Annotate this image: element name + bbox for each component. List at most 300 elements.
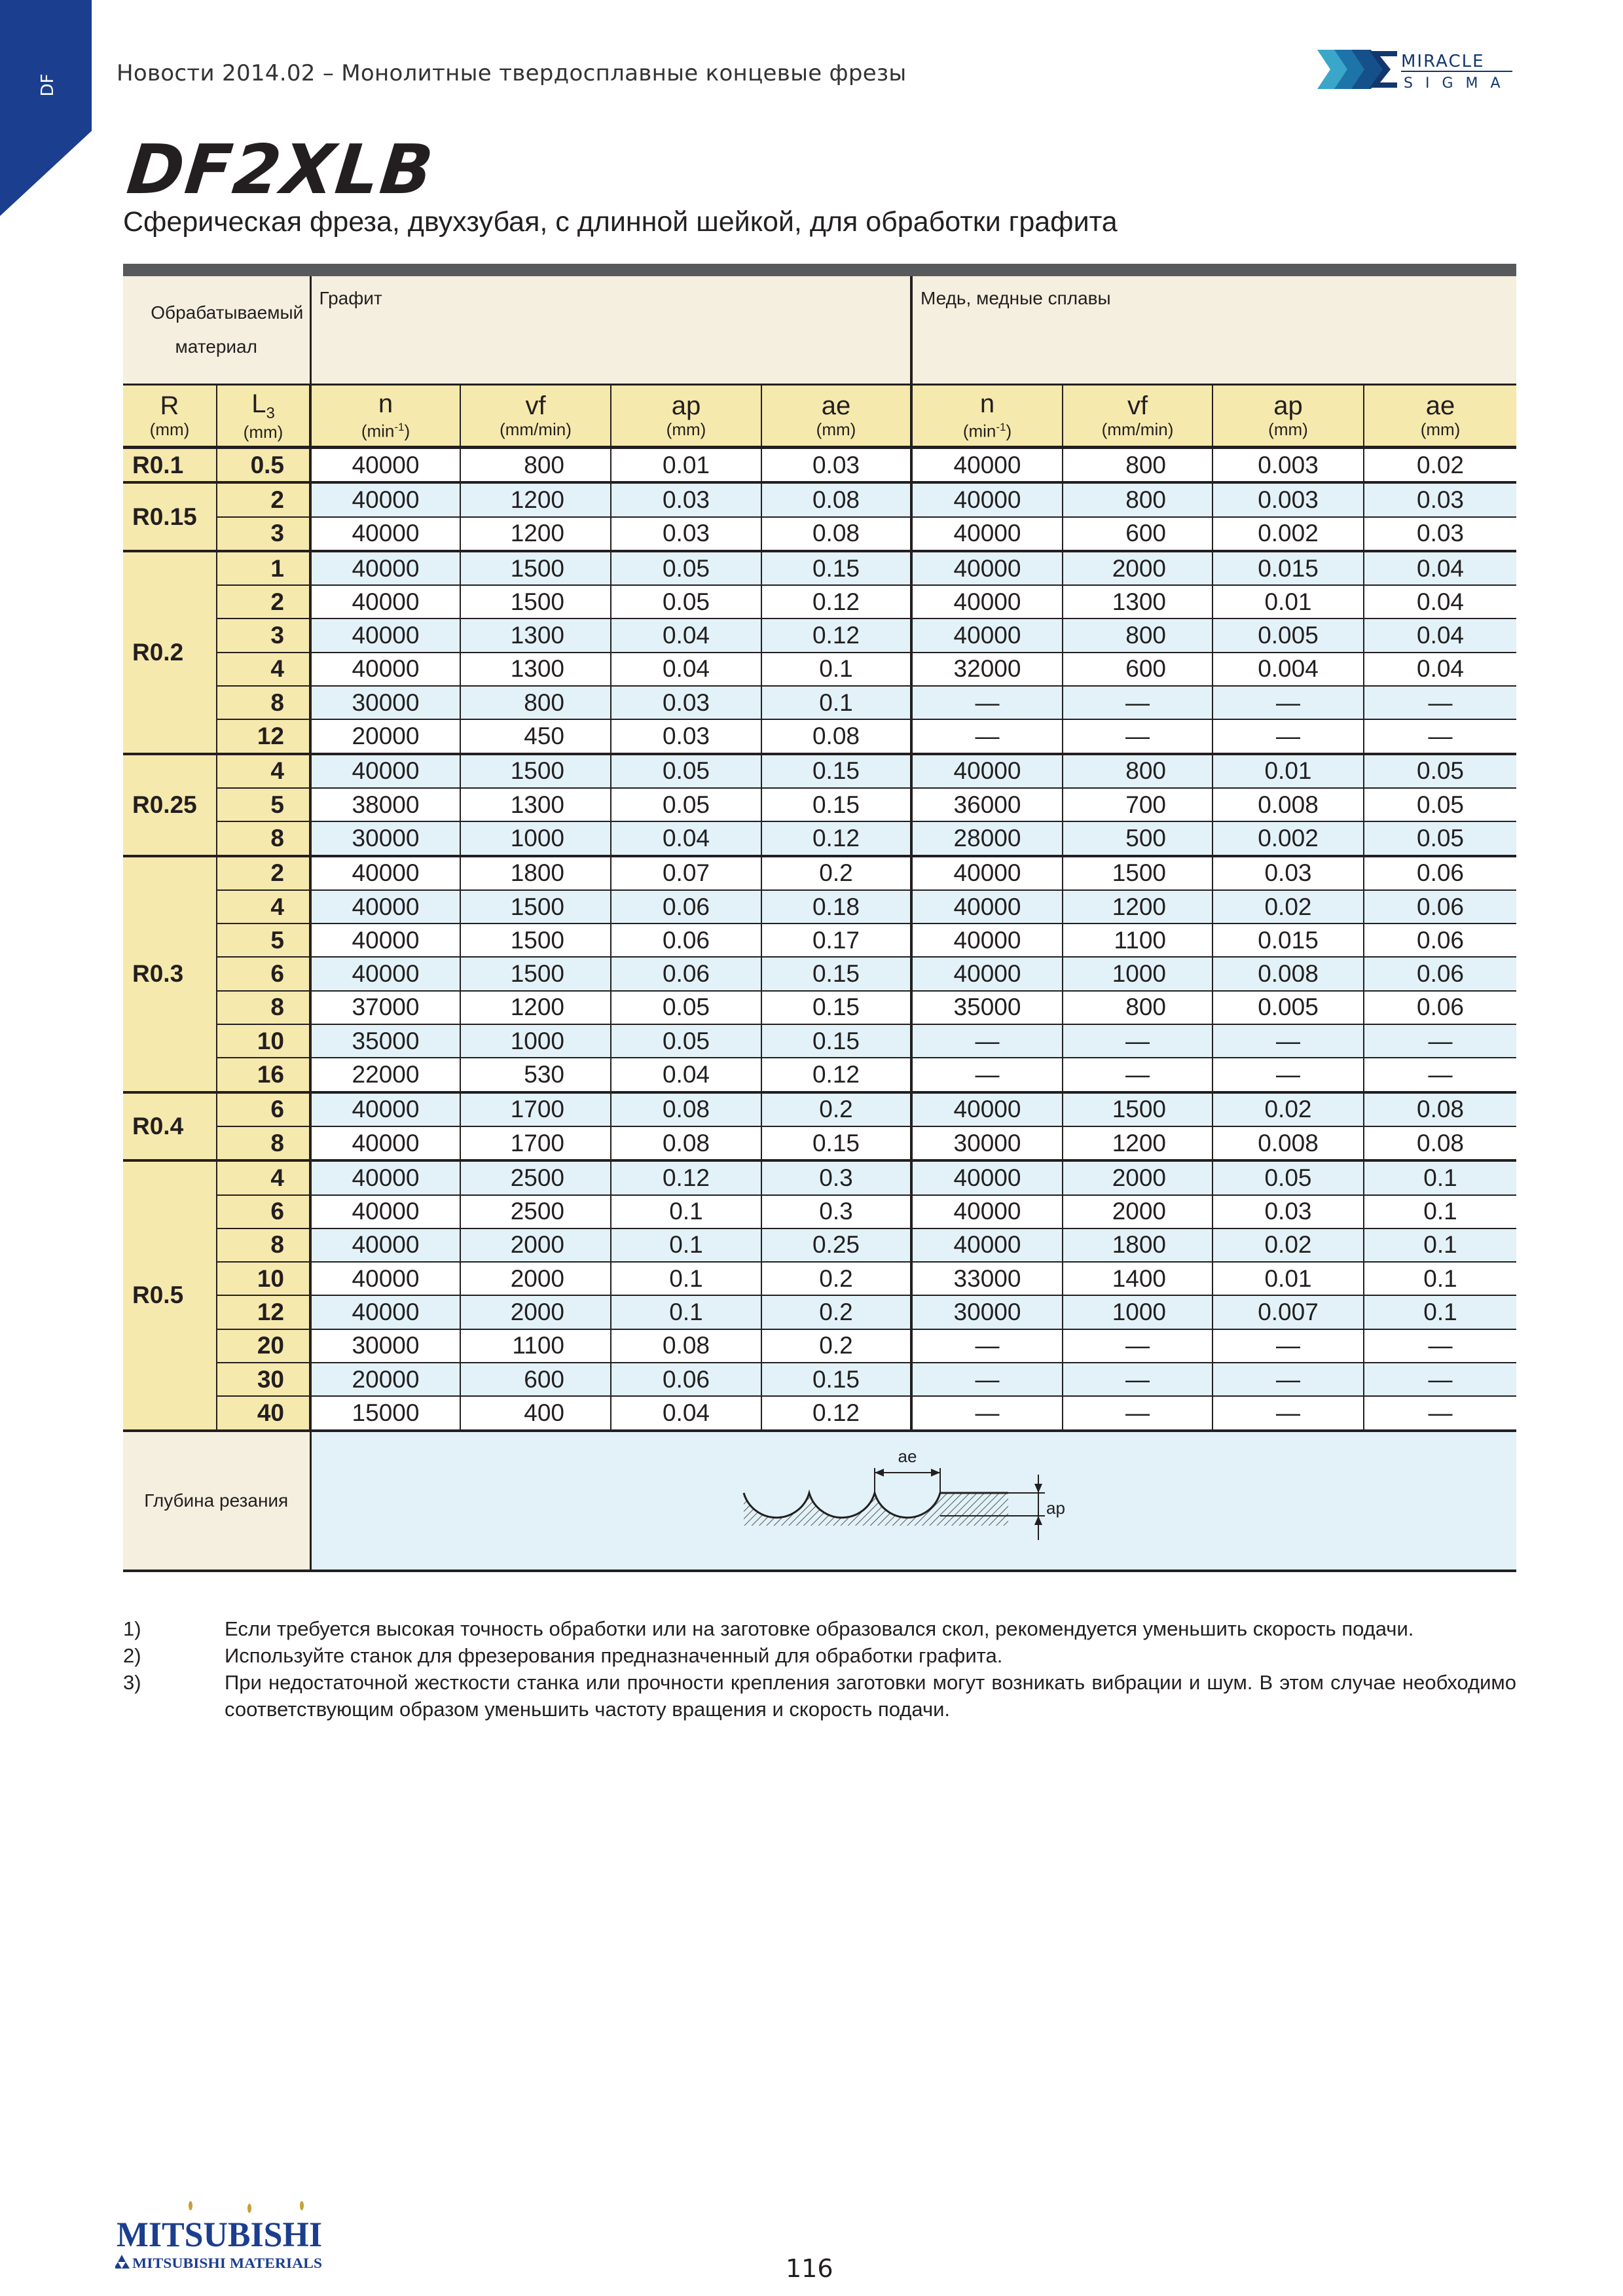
l3-cell: 8 — [217, 1126, 310, 1160]
copper-vf-cell: 1500 — [1063, 856, 1213, 890]
copper-n-cell: 40000 — [911, 924, 1063, 957]
graphite-ae-cell: 0.15 — [761, 991, 911, 1024]
graphite-vf-cell: 1000 — [460, 821, 611, 855]
copper-n-cell: — — [911, 1329, 1063, 1363]
copper-vf-cell: — — [1063, 1024, 1213, 1058]
l3-cell: 4 — [217, 754, 310, 788]
l3-cell: 0.5 — [217, 448, 310, 483]
depth-label: Глубина резания — [123, 1431, 310, 1571]
graphite-ae-cell: 0.12 — [761, 821, 911, 855]
graphite-vf-cell: 1100 — [460, 1329, 611, 1363]
table-row — [123, 482, 1516, 516]
copper-vf-cell: 500 — [1063, 821, 1213, 855]
copper-n-cell: 40000 — [911, 957, 1063, 990]
copper-vf-cell: — — [1063, 686, 1213, 719]
copper-ap-cell: 0.01 — [1213, 754, 1364, 788]
copper-vf-cell: — — [1063, 719, 1213, 753]
copper-ae-cell: — — [1364, 686, 1516, 719]
l3-cell: 1 — [217, 551, 310, 585]
l3-cell: 10 — [217, 1024, 310, 1058]
copper-ae-cell: — — [1364, 1058, 1516, 1092]
l3-cell: 2 — [217, 856, 310, 890]
material-copper: Медь, медные сплавы — [911, 276, 1516, 385]
l3-cell: 4 — [217, 653, 310, 686]
col-ap-graphite: ap (mm) — [611, 385, 761, 448]
copper-ae-cell: — — [1364, 1396, 1516, 1430]
copper-vf-cell: 1500 — [1063, 1092, 1213, 1126]
graphite-ap-cell: 0.1 — [611, 1195, 761, 1229]
copper-ap-cell: 0.007 — [1213, 1295, 1364, 1329]
mitsubishi-logo — [115, 2191, 325, 2270]
copper-n-cell: 30000 — [911, 1126, 1063, 1160]
table-row — [123, 448, 1516, 483]
graphite-n-cell: 40000 — [310, 585, 460, 619]
graphite-ap-cell: 0.04 — [611, 1058, 761, 1092]
graphite-n-cell: 35000 — [310, 1024, 460, 1058]
copper-n-cell: — — [911, 719, 1063, 753]
copper-ap-cell: 0.008 — [1213, 788, 1364, 821]
copper-n-cell: 28000 — [911, 821, 1063, 855]
copper-n-cell: 40000 — [911, 448, 1063, 483]
l3-cell: 8 — [217, 1229, 310, 1262]
l3-cell: 5 — [217, 788, 310, 821]
graphite-ae-cell: 0.15 — [761, 957, 911, 990]
graphite-ap-cell: 0.05 — [611, 585, 761, 619]
table-row — [123, 1195, 1516, 1229]
copper-ap-cell: 0.008 — [1213, 957, 1364, 990]
l3-cell: 16 — [217, 1058, 310, 1092]
copper-ae-cell: 0.04 — [1364, 551, 1516, 585]
copper-ae-cell: 0.06 — [1364, 924, 1516, 957]
copper-n-cell: 33000 — [911, 1262, 1063, 1295]
copper-ap-cell: 0.005 — [1213, 991, 1364, 1024]
copper-n-cell: 40000 — [911, 1229, 1063, 1262]
copper-ap-cell: 0.002 — [1213, 517, 1364, 551]
copper-n-cell: 30000 — [911, 1295, 1063, 1329]
footnote — [123, 1615, 1516, 1642]
graphite-ae-cell: 0.1 — [761, 653, 911, 686]
copper-ap-cell: 0.005 — [1213, 619, 1364, 652]
table-row — [123, 1262, 1516, 1295]
graphite-vf-cell: 1700 — [460, 1126, 611, 1160]
graphite-ap-cell: 0.04 — [611, 1396, 761, 1430]
col-vf-graphite: vf (mm/min) — [460, 385, 611, 448]
l3-cell: 30 — [217, 1363, 310, 1396]
graphite-vf-cell: 1300 — [460, 653, 611, 686]
graphite-ap-cell: 0.04 — [611, 653, 761, 686]
depth-of-cut-diagram — [312, 1432, 1612, 1566]
copper-ap-cell: — — [1213, 1058, 1364, 1092]
copper-ae-cell: — — [1364, 1024, 1516, 1058]
table-row — [123, 686, 1516, 719]
graphite-ae-cell: 0.15 — [761, 1024, 911, 1058]
graphite-ae-cell: 0.3 — [761, 1160, 911, 1194]
l3-cell: 2 — [217, 482, 310, 516]
l3-cell: 6 — [217, 1092, 310, 1126]
copper-n-cell: 40000 — [911, 619, 1063, 652]
ae-label: ae — [898, 1446, 917, 1466]
product-subtitle: Сферическая фреза, двухзубая, с длинной шейкой, для обработки графита — [123, 206, 1118, 238]
graphite-vf-cell: 1300 — [460, 788, 611, 821]
table-row — [123, 551, 1516, 585]
graphite-ap-cell: 0.07 — [611, 856, 761, 890]
graphite-vf-cell: 1500 — [460, 890, 611, 924]
footnote-text: При недостаточной жесткости станка или прочности крепления заготовки могут возникать вибрации и шум. В этом случае необходимо соответствующим образом уменьшить частоту вращения и скорость подачи. — [225, 1671, 1516, 1721]
ap-label: ap — [1046, 1498, 1065, 1518]
table-row — [123, 821, 1516, 855]
table-row — [123, 856, 1516, 890]
table-row — [123, 1058, 1516, 1092]
graphite-n-cell: 30000 — [310, 1329, 460, 1363]
graphite-ae-cell: 0.2 — [761, 1262, 911, 1295]
footnote-number: 1) — [123, 1617, 141, 1640]
graphite-n-cell: 20000 — [310, 1363, 460, 1396]
radius-cell: R0.25 — [123, 754, 217, 856]
copper-vf-cell: 800 — [1063, 754, 1213, 788]
graphite-ap-cell: 0.12 — [611, 1160, 761, 1194]
copper-n-cell: 32000 — [911, 653, 1063, 686]
copper-vf-cell: 600 — [1063, 653, 1213, 686]
copper-n-cell: 40000 — [911, 585, 1063, 619]
graphite-ap-cell: 0.05 — [611, 788, 761, 821]
page-header: Новости 2014.02 – Монолитные твердосплавные концевые фрезы — [117, 60, 907, 86]
graphite-vf-cell: 1300 — [460, 619, 611, 652]
page-number: 116 — [786, 2254, 833, 2283]
copper-ae-cell: 0.06 — [1364, 890, 1516, 924]
graphite-ae-cell: 0.18 — [761, 890, 911, 924]
radius-cell: R0.1 — [123, 448, 217, 483]
col-n-graphite: n $(\min^{-1})$ — [310, 385, 460, 448]
graphite-vf-cell: 2000 — [460, 1262, 611, 1295]
l3-cell: 20 — [217, 1329, 310, 1363]
copper-vf-cell: 2000 — [1063, 551, 1213, 585]
copper-vf-cell: 1300 — [1063, 585, 1213, 619]
graphite-n-cell: 40000 — [310, 1229, 460, 1262]
graphite-vf-cell: 530 — [460, 1058, 611, 1092]
graphite-vf-cell: 1500 — [460, 551, 611, 585]
table-row — [123, 754, 1516, 788]
copper-ap-cell: 0.02 — [1213, 1229, 1364, 1262]
graphite-n-cell: 40000 — [310, 619, 460, 652]
graphite-ae-cell: 0.15 — [761, 551, 911, 585]
graphite-ae-cell: 0.2 — [761, 1295, 911, 1329]
graphite-ap-cell: 0.05 — [611, 551, 761, 585]
miracle-sigma-logo — [1317, 47, 1514, 93]
graphite-n-cell: 40000 — [310, 1160, 460, 1194]
table-row — [123, 653, 1516, 686]
material-label-text: Обрабатываемый материал — [151, 302, 304, 357]
copper-ae-cell: 0.1 — [1364, 1295, 1516, 1329]
l3-cell: 12 — [217, 719, 310, 753]
copper-ap-cell: — — [1213, 1396, 1364, 1430]
graphite-n-cell: 40000 — [310, 924, 460, 957]
graphite-ae-cell: 0.15 — [761, 788, 911, 821]
copper-ap-cell: — — [1213, 1363, 1364, 1396]
copper-ae-cell: 0.05 — [1364, 788, 1516, 821]
copper-vf-cell: 1000 — [1063, 957, 1213, 990]
graphite-n-cell: 22000 — [310, 1058, 460, 1092]
copper-ae-cell: 0.05 — [1364, 821, 1516, 855]
footnotes — [123, 1615, 1516, 1723]
graphite-vf-cell: 1500 — [460, 924, 611, 957]
graphite-n-cell: 40000 — [310, 653, 460, 686]
copper-ae-cell: 0.03 — [1364, 517, 1516, 551]
copper-n-cell: 40000 — [911, 517, 1063, 551]
graphite-ae-cell: 0.15 — [761, 1363, 911, 1396]
graphite-ae-cell: 0.08 — [761, 719, 911, 753]
footnote — [123, 1642, 1516, 1669]
graphite-n-cell: 40000 — [310, 754, 460, 788]
table-row — [123, 1363, 1516, 1396]
copper-n-cell: 40000 — [911, 856, 1063, 890]
table-row — [123, 1229, 1516, 1262]
graphite-ap-cell: 0.1 — [611, 1262, 761, 1295]
brand-sub-text: MITSUBISHI MATERIALS — [132, 2255, 322, 2270]
graphite-ap-cell: 0.08 — [611, 1092, 761, 1126]
copper-ae-cell: 0.1 — [1364, 1229, 1516, 1262]
graphite-n-cell: 40000 — [310, 517, 460, 551]
graphite-n-cell: 40000 — [310, 1262, 460, 1295]
footnote-number: 3) — [123, 1671, 141, 1694]
graphite-n-cell: 30000 — [310, 686, 460, 719]
l3-cell: 8 — [217, 821, 310, 855]
footnote-text: Используйте станок для фрезерования предназначенный для обработки графита. — [225, 1644, 1003, 1667]
table-row — [123, 1024, 1516, 1058]
graphite-vf-cell: 800 — [460, 686, 611, 719]
graphite-n-cell: 40000 — [310, 551, 460, 585]
copper-ap-cell: 0.02 — [1213, 890, 1364, 924]
copper-ap-cell: 0.003 — [1213, 482, 1364, 516]
graphite-vf-cell: 1200 — [460, 482, 611, 516]
cutting-conditions-table — [123, 276, 1516, 1572]
graphite-n-cell: 40000 — [310, 856, 460, 890]
col-n-copper: n $(\min^{-1})$ — [911, 385, 1063, 448]
copper-ae-cell: 0.06 — [1364, 991, 1516, 1024]
table-row — [123, 1160, 1516, 1194]
graphite-n-cell: 40000 — [310, 1126, 460, 1160]
graphite-vf-cell: 600 — [460, 1363, 611, 1396]
copper-ae-cell: 0.08 — [1364, 1092, 1516, 1126]
table-row — [123, 788, 1516, 821]
l3-cell: 40 — [217, 1396, 310, 1430]
l3-cell: 4 — [217, 1160, 310, 1194]
table-top-bar — [123, 264, 1516, 276]
col-l3: $L_3$ (mm) — [217, 385, 310, 448]
copper-n-cell: 36000 — [911, 788, 1063, 821]
table-row — [123, 619, 1516, 652]
material-graphite: Графит — [310, 276, 911, 385]
table-row — [123, 991, 1516, 1024]
copper-ap-cell: 0.01 — [1213, 585, 1364, 619]
table-row — [123, 1092, 1516, 1126]
graphite-ae-cell: 0.1 — [761, 686, 911, 719]
table-row — [123, 1126, 1516, 1160]
copper-ap-cell: — — [1213, 686, 1364, 719]
footnote — [123, 1669, 1516, 1723]
section-tab — [0, 0, 92, 216]
copper-ae-cell: 0.08 — [1364, 1126, 1516, 1160]
table-row — [123, 517, 1516, 551]
copper-vf-cell: 1400 — [1063, 1262, 1213, 1295]
copper-ap-cell: — — [1213, 1329, 1364, 1363]
graphite-ae-cell: 0.17 — [761, 924, 911, 957]
graphite-ae-cell: 0.12 — [761, 619, 911, 652]
graphite-n-cell: 30000 — [310, 821, 460, 855]
copper-vf-cell: 800 — [1063, 991, 1213, 1024]
l3-cell: 3 — [217, 517, 310, 551]
copper-n-cell: 40000 — [911, 1160, 1063, 1194]
copper-ae-cell: 0.04 — [1364, 585, 1516, 619]
graphite-vf-cell: 1500 — [460, 957, 611, 990]
graphite-n-cell: 40000 — [310, 482, 460, 516]
column-header-row — [123, 385, 1516, 448]
copper-vf-cell: 800 — [1063, 619, 1213, 652]
copper-n-cell: — — [911, 1058, 1063, 1092]
radius-cell: R0.3 — [123, 856, 217, 1092]
l3-cell: 5 — [217, 924, 310, 957]
copper-ap-cell: 0.03 — [1213, 856, 1364, 890]
copper-vf-cell: 1000 — [1063, 1295, 1213, 1329]
copper-vf-cell: 1200 — [1063, 1126, 1213, 1160]
graphite-ap-cell: 0.1 — [611, 1295, 761, 1329]
copper-ap-cell: — — [1213, 1024, 1364, 1058]
graphite-ap-cell: 0.03 — [611, 482, 761, 516]
footnote-number: 2) — [123, 1644, 141, 1667]
graphite-ae-cell: 0.12 — [761, 1396, 911, 1430]
col-vf-copper: vf (mm/min) — [1063, 385, 1213, 448]
copper-vf-cell: 2000 — [1063, 1160, 1213, 1194]
graphite-ap-cell: 0.1 — [611, 1229, 761, 1262]
col-ap-copper: ap (mm) — [1213, 385, 1364, 448]
col-ae-copper: ae (mm) — [1364, 385, 1516, 448]
graphite-vf-cell: 450 — [460, 719, 611, 753]
depth-row — [123, 1431, 1516, 1571]
graphite-ae-cell: 0.25 — [761, 1229, 911, 1262]
graphite-vf-cell: 1200 — [460, 991, 611, 1024]
graphite-ap-cell: 0.06 — [611, 1363, 761, 1396]
copper-ae-cell: 0.06 — [1364, 957, 1516, 990]
copper-vf-cell: 1100 — [1063, 924, 1213, 957]
graphite-ap-cell: 0.05 — [611, 991, 761, 1024]
graphite-ae-cell: 0.15 — [761, 1126, 911, 1160]
graphite-n-cell: 40000 — [310, 448, 460, 483]
copper-vf-cell: 600 — [1063, 517, 1213, 551]
copper-ae-cell: 0.1 — [1364, 1195, 1516, 1229]
graphite-vf-cell: 2500 — [460, 1160, 611, 1194]
graphite-vf-cell: 2000 — [460, 1229, 611, 1262]
table-row — [123, 1329, 1516, 1363]
graphite-n-cell: 40000 — [310, 1195, 460, 1229]
logo-line2: S I G M A — [1404, 75, 1504, 92]
graphite-vf-cell: 2500 — [460, 1195, 611, 1229]
copper-vf-cell: 700 — [1063, 788, 1213, 821]
graphite-ae-cell: 0.2 — [761, 1329, 911, 1363]
l3-cell: 3 — [217, 619, 310, 652]
graphite-n-cell: 15000 — [310, 1396, 460, 1430]
graphite-n-cell: 40000 — [310, 1092, 460, 1126]
copper-vf-cell: 1800 — [1063, 1229, 1213, 1262]
copper-n-cell: 40000 — [911, 1092, 1063, 1126]
logo-line1: MIRACLE — [1401, 52, 1485, 71]
graphite-ap-cell: 0.08 — [611, 1126, 761, 1160]
graphite-n-cell: 38000 — [310, 788, 460, 821]
brand-text: MITSUBISHI — [117, 2215, 322, 2254]
graphite-ae-cell: 0.12 — [761, 585, 911, 619]
radius-cell: R0.2 — [123, 551, 217, 754]
graphite-vf-cell: 1800 — [460, 856, 611, 890]
graphite-ap-cell: 0.01 — [611, 448, 761, 483]
copper-vf-cell: 1200 — [1063, 890, 1213, 924]
copper-ap-cell: 0.002 — [1213, 821, 1364, 855]
copper-ae-cell: — — [1364, 1329, 1516, 1363]
l3-cell: 10 — [217, 1262, 310, 1295]
graphite-ap-cell: 0.06 — [611, 957, 761, 990]
table-row — [123, 1295, 1516, 1329]
graphite-n-cell: 20000 — [310, 719, 460, 753]
material-header-row — [123, 276, 1516, 385]
graphite-ap-cell: 0.05 — [611, 754, 761, 788]
graphite-ae-cell: 0.2 — [761, 1092, 911, 1126]
copper-ap-cell: 0.01 — [1213, 1262, 1364, 1295]
copper-n-cell: — — [911, 1396, 1063, 1430]
copper-ap-cell: 0.015 — [1213, 924, 1364, 957]
copper-ap-cell: 0.003 — [1213, 448, 1364, 483]
l3-cell: 4 — [217, 890, 310, 924]
material-label — [123, 276, 310, 385]
graphite-vf-cell: 2000 — [460, 1295, 611, 1329]
copper-n-cell: 35000 — [911, 991, 1063, 1024]
copper-vf-cell: 800 — [1063, 482, 1213, 516]
footnote-text: Если требуется высокая точность обработки или на заготовке образовался скол, рекомендуется уменьшить скорость подачи. — [225, 1617, 1414, 1640]
graphite-n-cell: 40000 — [310, 890, 460, 924]
depth-diagram-cell — [310, 1431, 1516, 1571]
copper-ae-cell: — — [1364, 1363, 1516, 1396]
graphite-ae-cell: 0.3 — [761, 1195, 911, 1229]
graphite-ap-cell: 0.06 — [611, 924, 761, 957]
l3-cell: 12 — [217, 1295, 310, 1329]
copper-n-cell: — — [911, 686, 1063, 719]
copper-n-cell: 40000 — [911, 551, 1063, 585]
product-code: DF2XLB — [123, 130, 438, 209]
table-body — [123, 448, 1516, 1431]
graphite-ae-cell: 0.03 — [761, 448, 911, 483]
copper-n-cell: 40000 — [911, 754, 1063, 788]
l3-cell: 8 — [217, 991, 310, 1024]
l3-cell: 8 — [217, 686, 310, 719]
table-row — [123, 1396, 1516, 1430]
copper-vf-cell: — — [1063, 1329, 1213, 1363]
graphite-ap-cell: 0.08 — [611, 1329, 761, 1363]
copper-ae-cell: 0.06 — [1364, 856, 1516, 890]
section-tab-label: DF — [38, 73, 58, 97]
l3-cell: 2 — [217, 585, 310, 619]
copper-ae-cell: 0.03 — [1364, 482, 1516, 516]
graphite-ae-cell: 0.08 — [761, 482, 911, 516]
copper-ae-cell: 0.02 — [1364, 448, 1516, 483]
copper-vf-cell: 800 — [1063, 448, 1213, 483]
copper-vf-cell: — — [1063, 1363, 1213, 1396]
graphite-ae-cell: 0.08 — [761, 517, 911, 551]
graphite-ap-cell: 0.03 — [611, 686, 761, 719]
copper-ap-cell: 0.03 — [1213, 1195, 1364, 1229]
copper-ae-cell: 0.1 — [1364, 1160, 1516, 1194]
graphite-ae-cell: 0.2 — [761, 856, 911, 890]
copper-ap-cell: 0.008 — [1213, 1126, 1364, 1160]
graphite-vf-cell: 1500 — [460, 754, 611, 788]
copper-ae-cell: 0.1 — [1364, 1262, 1516, 1295]
graphite-n-cell: 40000 — [310, 1295, 460, 1329]
graphite-ap-cell: 0.03 — [611, 517, 761, 551]
